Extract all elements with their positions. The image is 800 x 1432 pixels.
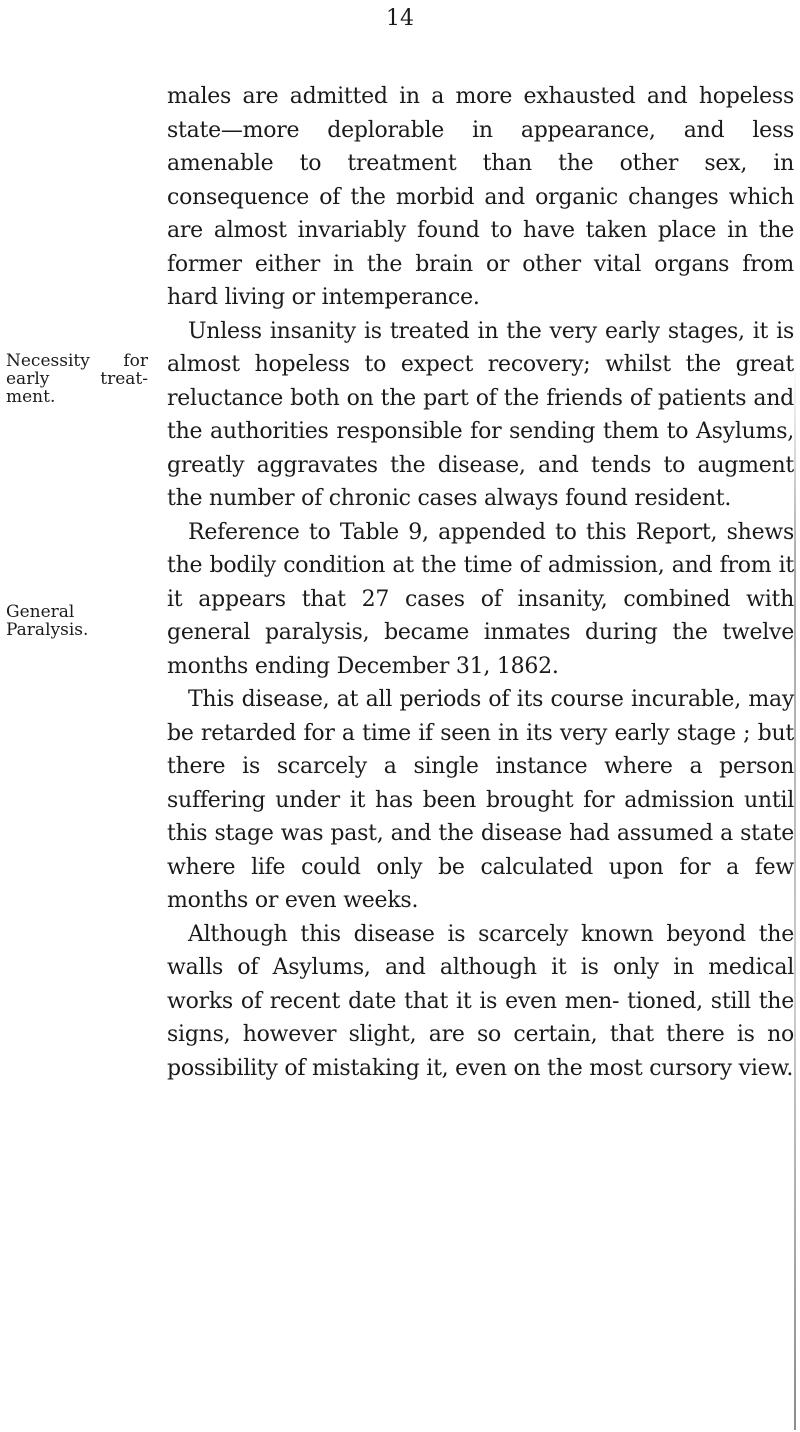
paragraph-table-reference: Reference to Table 9, appended to this Report, shews the bodily condition at the time of admission, and from it it appears that 27 cases of insanity, combined with general paralysis, became inmates during the twelve months ending December 31, 1862. [167,519,794,679]
margin-note-general-paralysis: General Paralysis. [6,602,89,640]
scan-edge-shadow [794,360,796,1430]
paragraph-disease-signs: Although this disease is scarcely known beyond the walls of Asylums, and although it is only in medical works of recent date that it is even men- tioned, still the signs, however slight, are so certain, that there is no possibility of mistaking it, even on the most cursory view. [167,921,794,1081]
paragraph-disease-course: This disease, at all periods of its course incurable, may be retarded for a time if seen in its very early stage ; but there is scarcely a single instance where a person suffering under it has been brought for admission until this stage was past, and the disease had assumed a state where life could only be calculated upon for a few months or even weeks. [167,687,794,913]
page-number: 14 [386,6,414,31]
paragraph-continuation: males are admitted in a more exhausted and hopeless state—more deplorable in appearance, and less amenable to treatment than the other sex, in consequence of the morbid and organic changes which are almost invariably found to have taken place in the former either in the brain or other vital organs from hard living or intemperance. [167,84,794,310]
margin-note-necessity-for-early-treatment: Necessity for early treat- ment. [6,351,148,407]
paragraph-early-treatment: Unless insanity is treated in the very early stages, it is almost hopeless to expect recovery; whilst the great reluctance both on the part of the friends of patients and the authorities responsible for sending them to Asylums, greatly aggravates the disease, and tends to augment the number of chronic cases always found resident. [167,318,794,511]
body-text [167,80,794,1085]
